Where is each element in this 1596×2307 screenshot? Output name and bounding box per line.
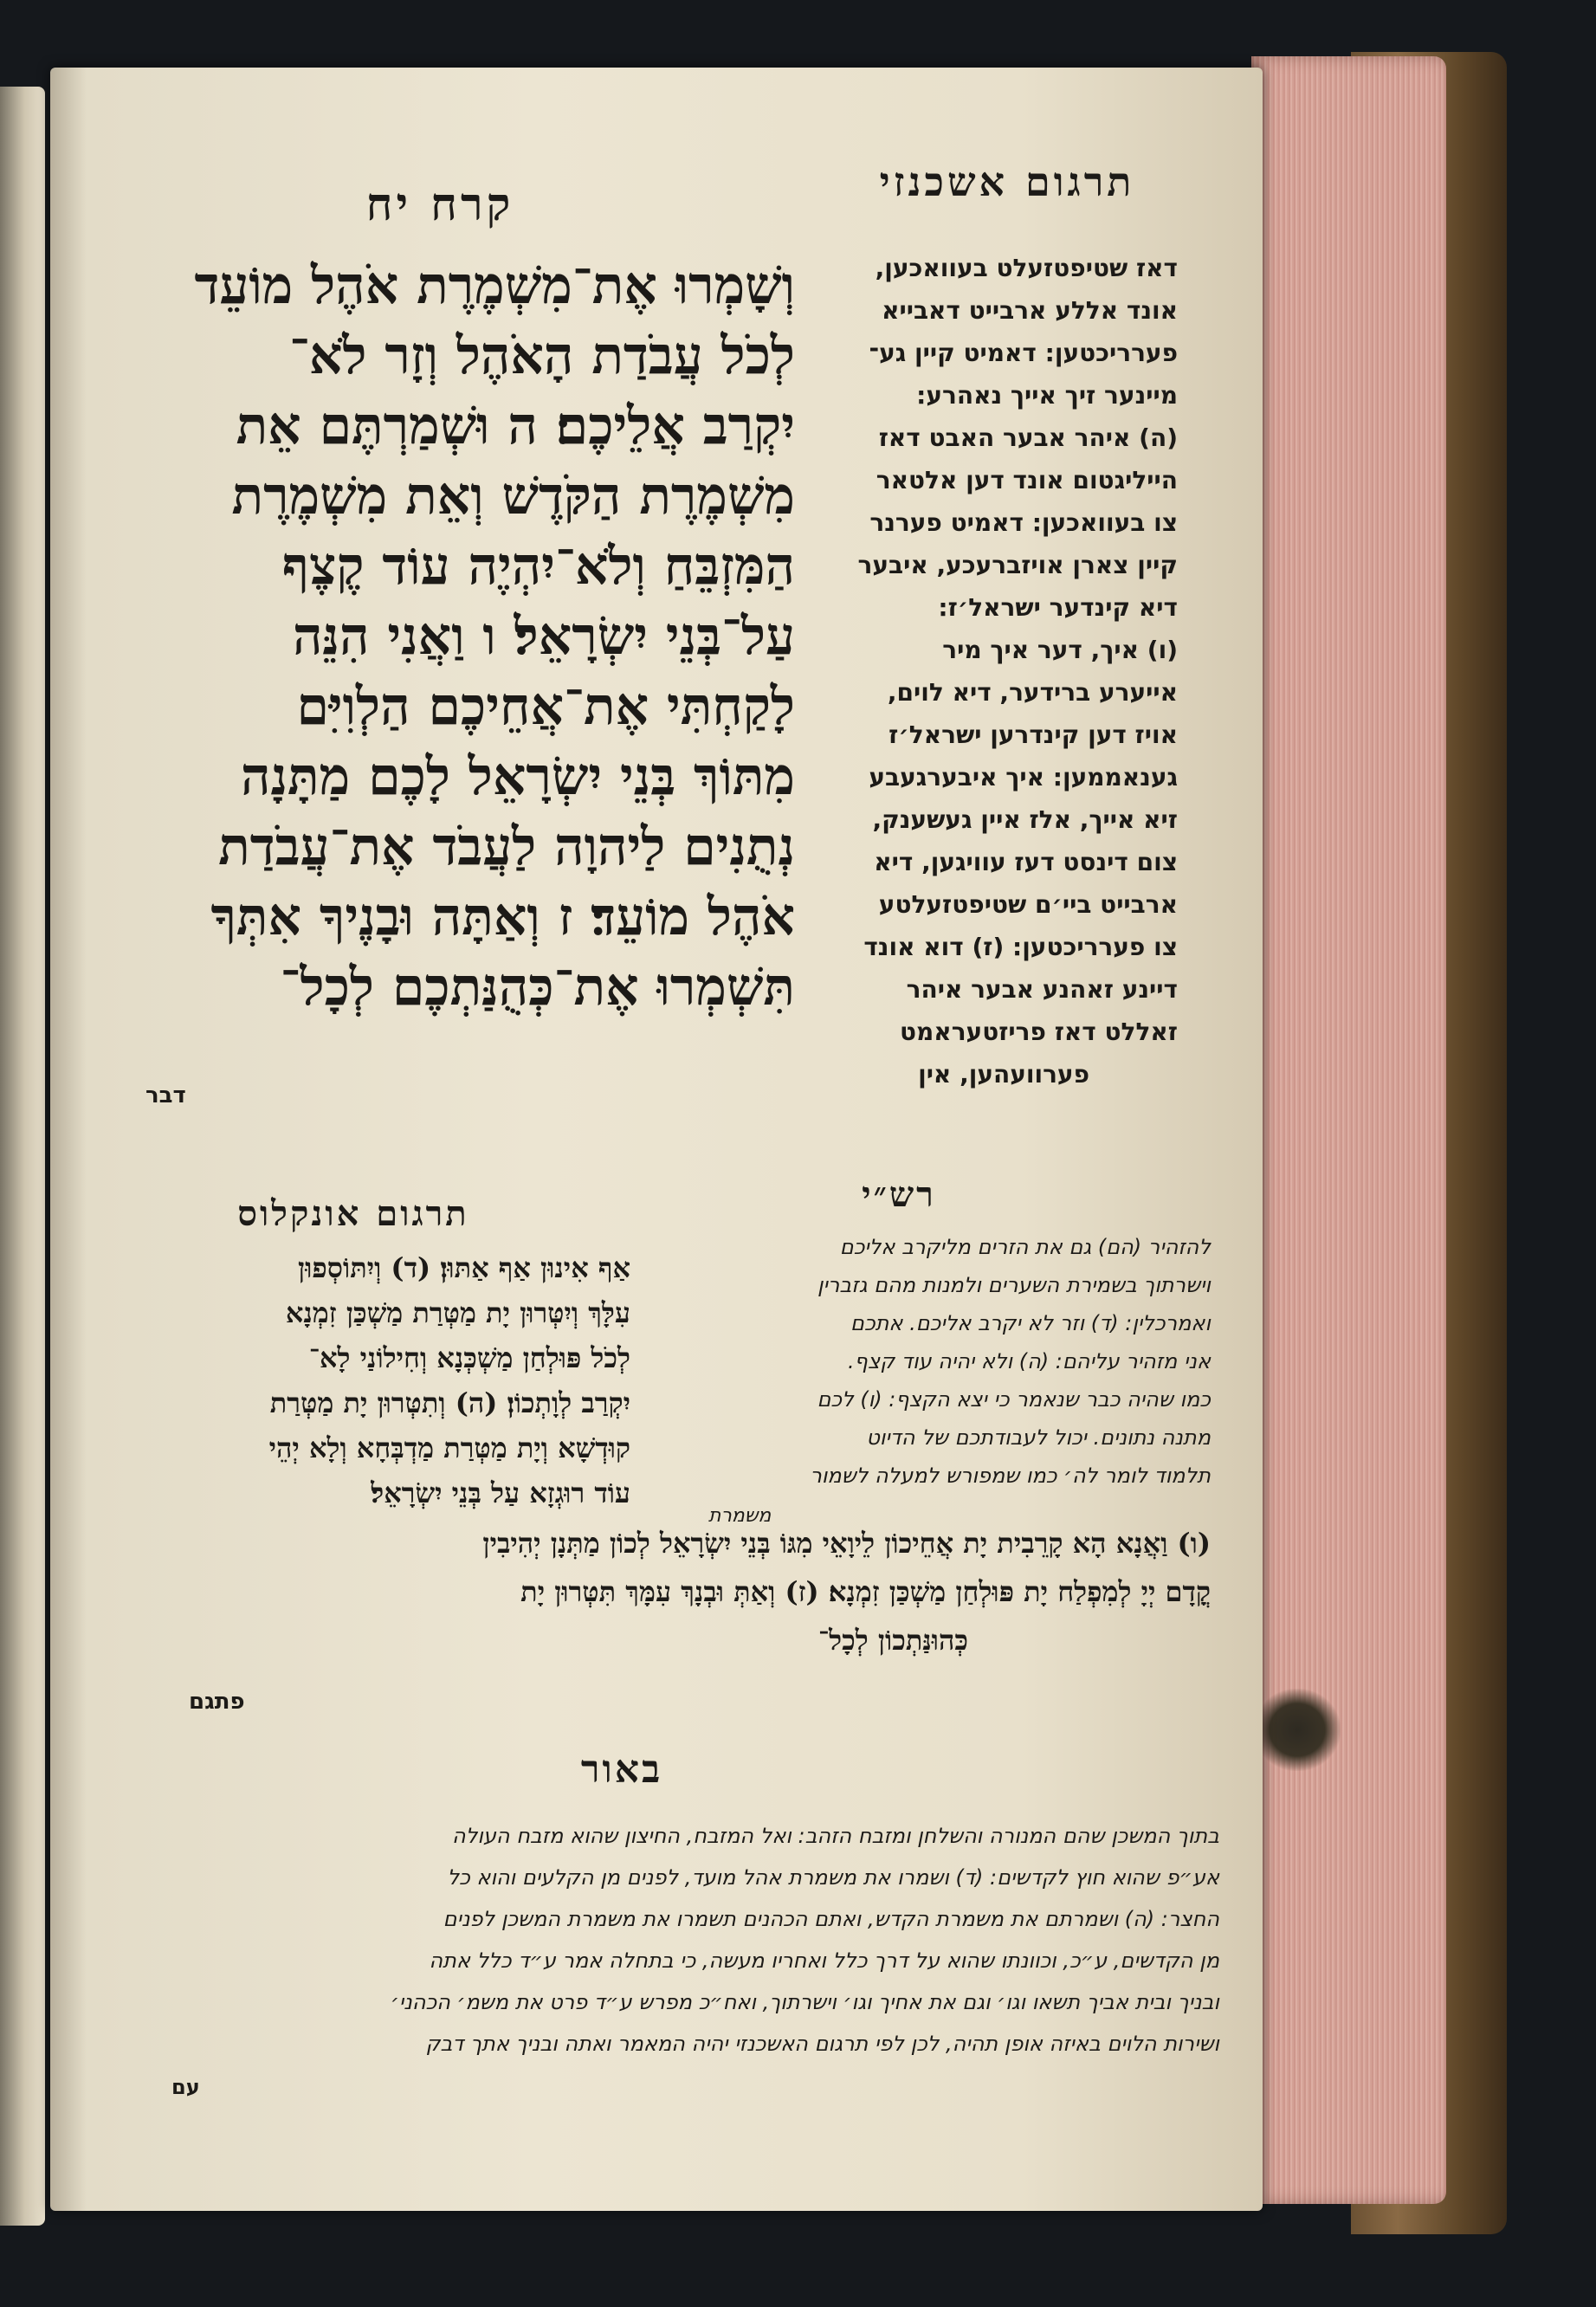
biur-line: ושירות הלוים באיזה אופן תהיה, לכן לפי תרגום האשכנזי יהיה המאמר ואתה ובניך אתך דבק — [425, 2032, 1219, 2056]
yiddish-line: צו פערריכטען: (ז) דוא אונד — [863, 933, 1178, 961]
onkelos-title: תרגום אונקלוס — [237, 1193, 469, 1234]
torah-line: הַמִּזְבֵּחַ וְלֹא־יִהְיֶה עוֹד קֶצֶף — [281, 536, 795, 597]
yiddish-line: זאללט דאז פריזטעראמט — [900, 1018, 1178, 1046]
yiddish-line: דאז שטיפטזעלט בעוואכען, — [875, 254, 1178, 282]
biur-line: בתוך המשכן שהם המנורה והשלחן ומזבח הזהב: ואל המזבח, החיצון שהוא מזבח העולה — [452, 1824, 1219, 1848]
onkelos-wide-line: קֳדָם יְיָ לְמִפְלַח יָת פּוּלְחַן מַשְׁכַּן זִמְנָא׃ (ז) וְאַתְּ וּבְנָךְ עִמָּךְ תִּטְּרוּן יָת — [520, 1575, 1211, 1608]
yiddish-line: (ו) איך, דער איך מיר — [942, 636, 1178, 664]
yiddish-line: זיא אייך, אלז איין געשענק, — [872, 805, 1178, 834]
onkelos-wide-line: (ו) וַאֲנָא הָא קָרֵבִית יָת אֲחֵיכוֹן לֵיוָאֵי מִגּוֹ בְּנֵי יִשְׂרָאֵל לְכוֹן מַתְּנָן יְהִיבִין — [482, 1527, 1211, 1560]
torah-line: מִתּוֹךְ בְּנֵי יִשְׂרָאֵל לָכֶם מַתָּנָה — [241, 746, 795, 807]
yiddish-line: דיינע זאהנע אבער איהר — [906, 975, 1178, 1004]
biur-title: באור — [580, 1748, 663, 1792]
onkelos-catchword: פתגם — [189, 1689, 245, 1715]
yiddish-line: פערריכטען: דאמיט קיין גע־ — [869, 339, 1178, 367]
torah-line: לָקַחְתִּי אֶת־אֲחֵיכֶם הַלְוִיִּם — [296, 676, 795, 737]
yiddish-line: קיין צארן אויזברעכע, איבער — [857, 551, 1178, 579]
yiddish-line: צום דינסט דעז עוויגען, דיא — [874, 848, 1178, 876]
onkelos-line: יִקְרַב לְוָתְכוֹן׃ (ה) וְתִטְּרוּן יָת מַטְּרַת — [269, 1386, 630, 1419]
biur-line: החצר: (ה) ושמרתם את משמרת הקדש, ואתם הכהנים תשמרו את משמרת המשכן לפנים — [443, 1907, 1219, 1931]
rashi-line: מתנה נתונים. יכול לעבודתכם של הדיוט — [866, 1425, 1211, 1450]
header-right-title: תרגום אשכנזי — [879, 158, 1135, 205]
onkelos-line: לְכֹל פּוּלְחַן מַשְׁכְּנָא וְחִילוֹנַי לָא־ — [308, 1341, 630, 1374]
yiddish-line: אונד אללע ארבייט דאבייא — [882, 296, 1178, 325]
yiddish-line: הייליגטום אונד דען אלטאר — [876, 466, 1178, 494]
rashi-line: תלמוד לומר לה׳ כמו שמפורש למעלה לשמור — [810, 1464, 1211, 1488]
onkelos-line: קוּדְשָׁא וְיָת מַטְּרַת מַדְבְּחָא וְלָא יְהֵי — [268, 1431, 630, 1464]
yiddish-line: (ה) איהר אבער האבט דאז — [878, 423, 1178, 452]
torah-line: אֹהֶל מוֹעֵד׃ ז וְאַתָּה וּבָנֶיךָ אִתְּךָ — [210, 887, 795, 947]
previous-page-edge — [0, 87, 45, 2226]
rashi-line: להזהיר (הם) גם את הזרים מליקרב אליכם — [839, 1235, 1211, 1259]
ink-stain — [1254, 1689, 1341, 1771]
torah-line: עַל־בְּנֵי יִשְׂרָאֵל׃ ו וַאֲנִי הִנֵּה — [293, 606, 795, 667]
yiddish-line: דיא קינדער ישראל׳ז: — [938, 593, 1178, 622]
rashi-catchword: משמרת — [708, 1505, 772, 1527]
onkelos-line: עוֹד רוּגְזָא עַל בְּנֵי יִשְׂרָאֵל׃ — [371, 1477, 630, 1509]
yiddish-line: אייערע ברידער, דיא לוים, — [887, 678, 1178, 707]
yiddish-line: אויז דען קינדרען ישראל׳ז — [888, 721, 1178, 749]
torah-line: יִקְרַב אֲלֵיכֶם׃ ה וּשְׁמַרְתֶּם אֵת — [236, 396, 795, 456]
book-page — [50, 68, 1263, 2211]
torah-line: תִּשְׁמְרוּ אֶת־כְּהֻנַּתְכֶם לְכָל־ — [280, 957, 795, 1018]
rashi-title: רש״י — [862, 1174, 936, 1215]
rashi-line: אני מזהיר עליהם: (ה) ולא יהיה עוד קצף. — [848, 1349, 1211, 1373]
torah-line: מִשְׁמֶרֶת הַקֹּדֶשׁ וְאֵת מִשְׁמֶרֶת — [231, 466, 795, 527]
torah-catchword: דבר — [145, 1082, 186, 1108]
header-left-title: קרח יח — [365, 178, 514, 231]
yiddish-line: ארבייט ביי׳ם שטיפטזעלטע — [878, 890, 1178, 919]
torah-line: לְכֹל עֲבֹדַת הָאֹהֶל וְזָר לֹא־ — [288, 326, 795, 386]
yiddish-line: פערוועהען, אין — [918, 1060, 1089, 1089]
biur-catchword: עם — [171, 2075, 200, 2099]
biur-line: מן הקדשים, ע״כ, וכוונתו שהוא על דרך כלל ואחריו מעשה, כי בתחלה אמר ע״ד כלל אתה — [429, 1948, 1219, 1973]
torah-line: וְשָׁמְרוּ אֶת־מִשְׁמֶרֶת אֹהֶל מוֹעֵד — [194, 255, 795, 316]
yiddish-line: צו בעוואכען: דאמיט פערנר — [869, 508, 1178, 537]
rashi-line: כמו שהיה כבר שנאמר כי יצא הקצף: (ו) לכם — [817, 1387, 1211, 1412]
biur-line: ובניך ובית אביך תשאו וגו׳ וגם את אחיך וגו׳ וישרתוך, ואח״כ מפרש ע״ד פרט את משמ׳ הכהני׳ — [390, 1990, 1219, 2014]
rashi-line: ואמרכלין: (ד) וזר לא יקרב אליכם. אתכם — [850, 1311, 1211, 1335]
onkelos-line: עִלָּךְ וְיִטְּרוּן יָת מַטְּרַת מַשְׁכַּן זִמְנָא — [285, 1296, 630, 1329]
yiddish-line: גענאממען: איך איבערגעבע — [869, 763, 1178, 792]
page-edges — [1251, 56, 1446, 2204]
biur-line: אע״פ שהוא חוץ לקדשים: (ד) ושמרו את משמרת אהל מועד, לפנים מן הקלעים והוא כל — [447, 1865, 1219, 1890]
onkelos-wide-line: כְּהוּנַּתְכוֹן לְכָל־ — [817, 1624, 968, 1657]
rashi-line: וישרתוך בשמירת השערים ולמנות מהם גזברין — [817, 1273, 1211, 1297]
torah-line: נְתֻנִים לַיהוָה לַעֲבֹד אֶת־עֲבֹדַת — [218, 817, 795, 877]
onkelos-line: אַף אִינוּן אַף אַתּוּן׃ (ד) וְיִתּוֹסְפוּן — [298, 1251, 630, 1284]
yiddish-line: מיינער זיך אייך נאהרע: — [916, 381, 1178, 410]
